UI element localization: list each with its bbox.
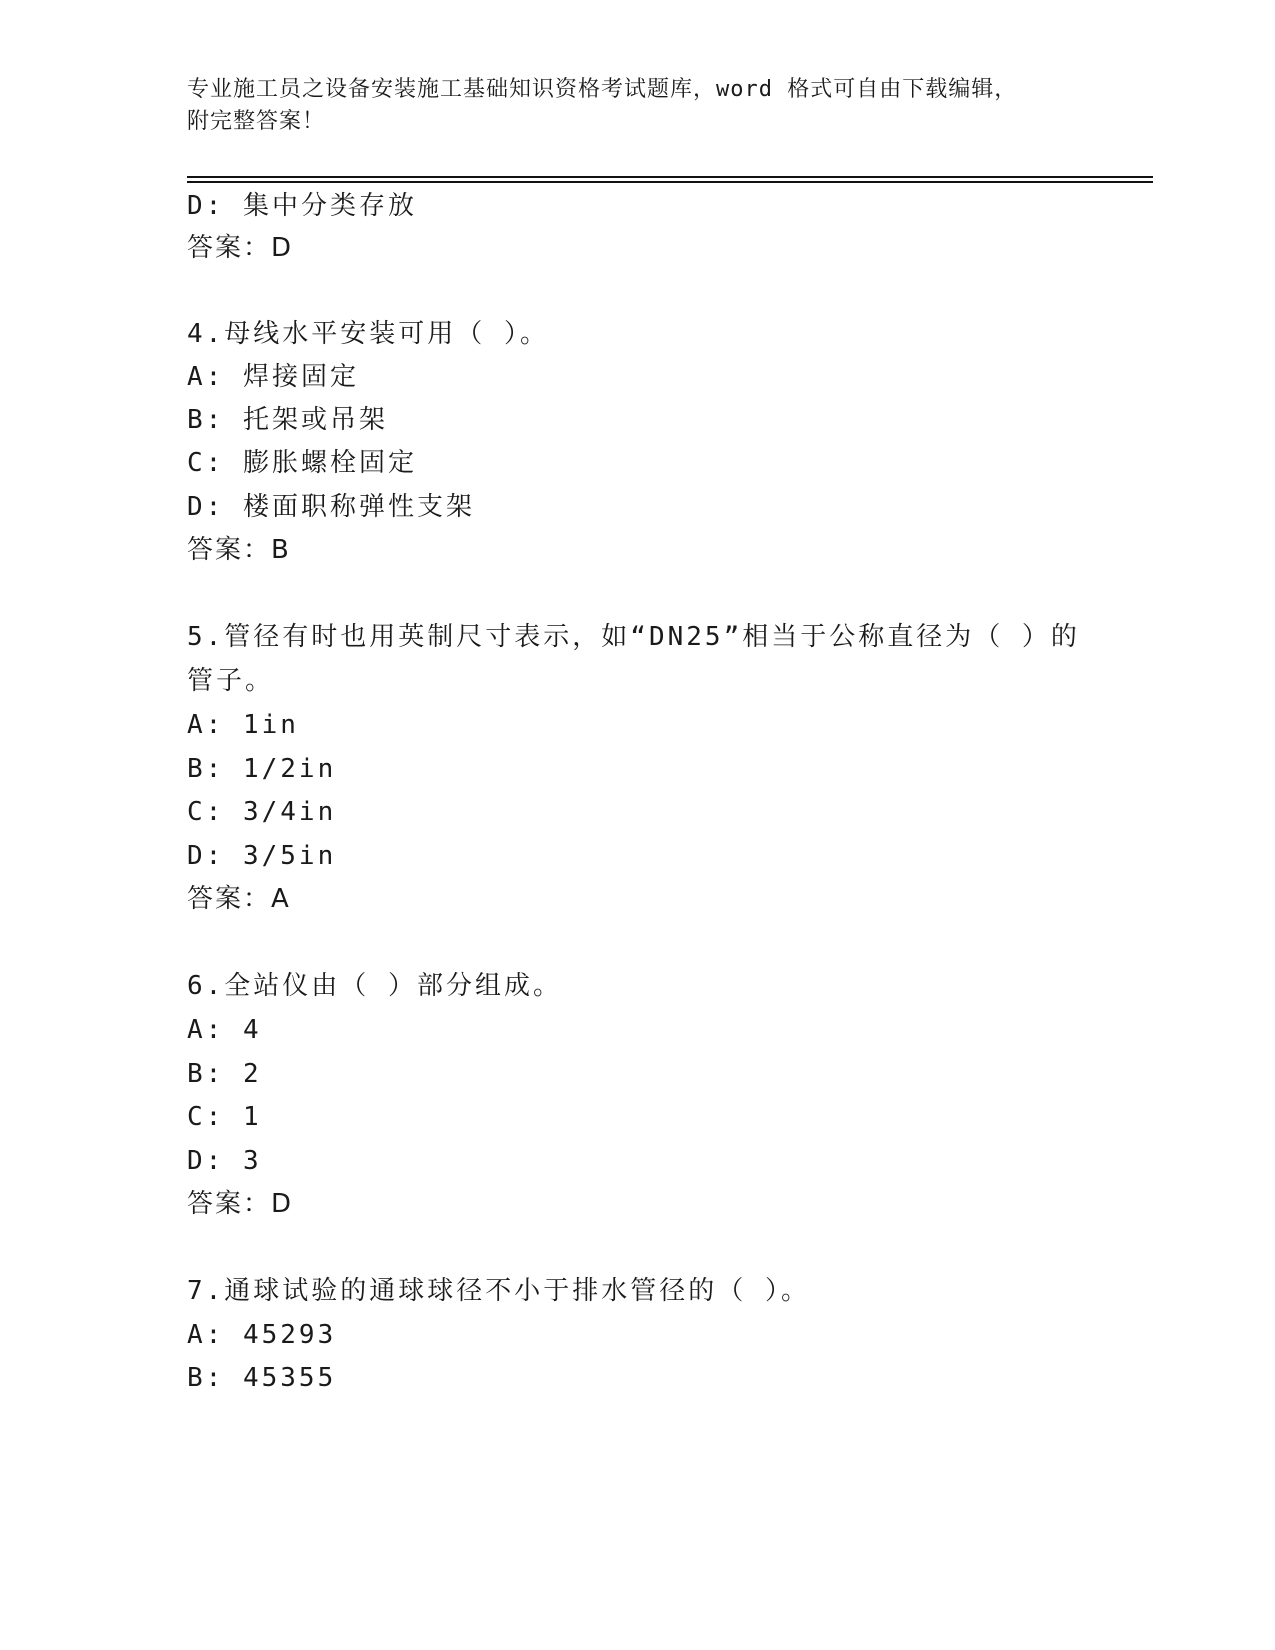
q6-option-b: B: 2 (187, 1059, 262, 1089)
prev-option-d: D: 集中分类存放 (187, 191, 417, 221)
q5-stem-line-1: 5.管径有时也用英制尺寸表示，如“DN25”相当于公称直径为（ ）的 (187, 622, 1080, 652)
header-line-2: 附完整答案！ (187, 109, 326, 134)
q5-answer: 答案：A (187, 884, 291, 914)
q6-stem: 6.全站仪由（ ）部分组成。 (187, 971, 562, 1001)
q4-option-a: A: 焊接固定 (187, 362, 359, 392)
q7-stem: 7.通球试验的通球球径不小于排水管径的（ ）。 (187, 1276, 810, 1306)
q4-option-c: C: 膨胀螺栓固定 (187, 448, 417, 478)
q7-option-b: B: 45355 (187, 1363, 337, 1393)
q4-stem: 4.母线水平安装可用（ ）。 (187, 319, 549, 349)
header-divider-bottom (187, 181, 1153, 183)
header-divider-top (187, 176, 1153, 178)
q5-stem-line-2: 管子。 (187, 666, 275, 696)
q4-option-b: B: 托架或吊架 (187, 405, 388, 435)
q4-answer: 答案：B (187, 535, 291, 565)
q4-option-d: D: 楼面职称弹性支架 (187, 492, 475, 522)
prev-answer: 答案：D (187, 233, 294, 263)
q6-option-a: A: 4 (187, 1015, 262, 1045)
header-line-1: 专业施工员之设备安装施工基础知识资格考试题库，word 格式可自由下载编辑， (187, 77, 1018, 102)
q7-option-a: A: 45293 (187, 1320, 337, 1350)
q6-answer: 答案：D (187, 1189, 294, 1219)
q6-option-c: C: 1 (187, 1102, 262, 1132)
q5-option-d: D: 3/5in (187, 841, 337, 871)
q5-option-c: C: 3/4in (187, 797, 337, 827)
q6-option-d: D: 3 (187, 1146, 262, 1176)
q5-option-a: A: 1in (187, 710, 299, 740)
q5-option-b: B: 1/2in (187, 754, 337, 784)
document-header (187, 74, 1067, 138)
